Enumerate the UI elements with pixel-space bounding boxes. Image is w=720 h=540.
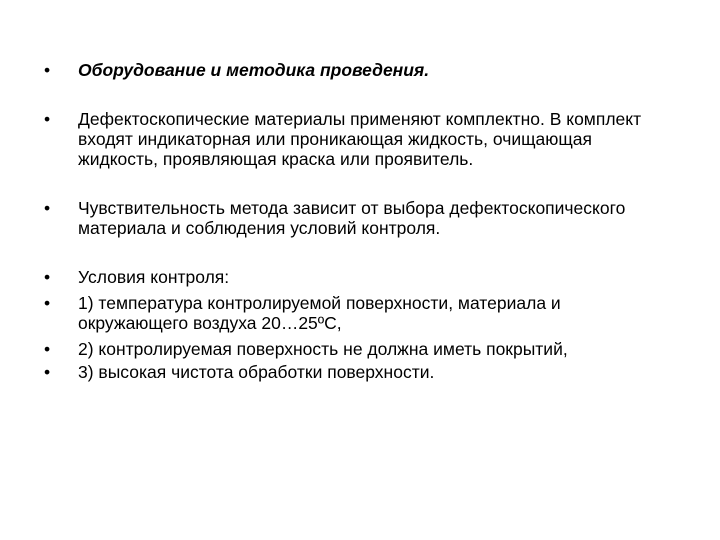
bullet-dot-icon: • (44, 109, 51, 129)
bullet-item-heading (44, 60, 664, 80)
bullet-text: Оборудование и методика проведения. (78, 60, 430, 80)
bullet-text: Чувствительность метода зависит от выбора дефектоскопического материала и соблюдения условий контроля. (78, 198, 626, 238)
bullet-list (44, 60, 664, 382)
bullet-dot-icon: • (44, 60, 51, 80)
bullet-dot-icon: • (44, 362, 51, 382)
bullet-text: 1) температура контролируемой поверхности, материала и окружающего воздуха 20…25ºС, (78, 293, 561, 333)
bullet-dot-icon: • (44, 198, 51, 218)
bullet-dot-icon: • (44, 267, 51, 287)
bullet-item-materials (44, 109, 664, 169)
bullet-text: Дефектоскопические материалы применяют комплектно. В комплект входят индикаторная или проникающая жидкость, очищающая жидкость, проявляющая краска или проявитель. (78, 109, 642, 169)
bullet-text: 2) контролируемая поверхность не должна иметь покрытий, (78, 339, 568, 359)
bullet-dot-icon: • (44, 339, 51, 359)
bullet-dot-icon: • (44, 293, 51, 313)
bullet-text: 3) высокая чистота обработки поверхности. (78, 362, 435, 382)
bullet-item-conditions (44, 267, 664, 287)
bullet-item-condition-3 (44, 362, 664, 382)
bullet-item-condition-2 (44, 339, 664, 359)
bullet-text: Условия контроля: (78, 267, 230, 287)
bullet-item-sensitivity (44, 198, 664, 238)
bullet-item-condition-1 (44, 293, 664, 333)
